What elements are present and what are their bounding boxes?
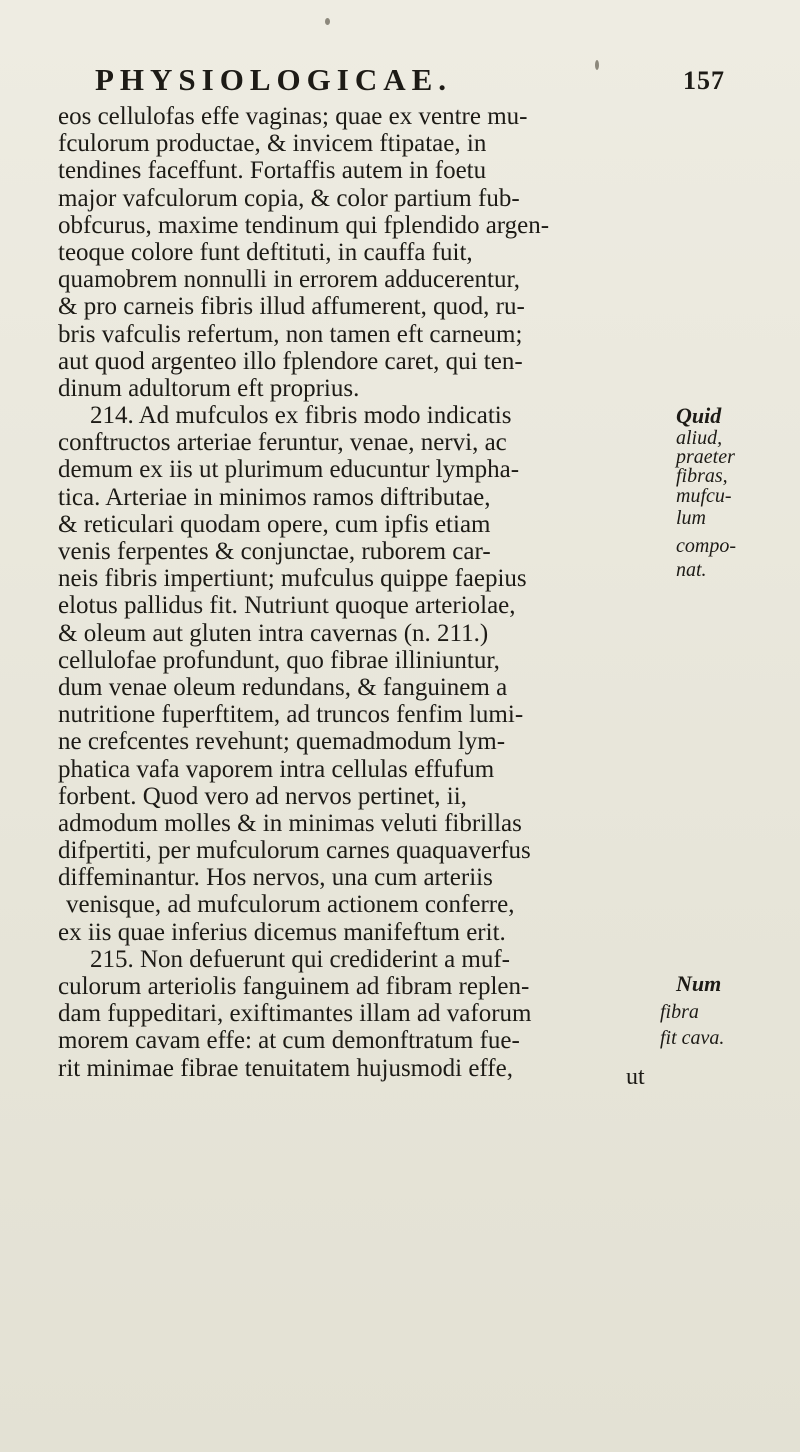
margin-note: fibras,: [676, 465, 728, 487]
page-number: 157: [683, 66, 725, 95]
text-line: [58, 837, 668, 864]
text-line-content: ne crefcentes revehunt; quemadmodum lym-: [58, 728, 506, 756]
text-line-content: & oleum aut gluten intra cavernas (n. 211.): [58, 619, 489, 647]
text-line: [58, 103, 668, 130]
running-title: PHYSIOLOGICAE.: [95, 62, 453, 97]
text-line-content: major vafculorum copia, & color partium fub-: [58, 184, 520, 212]
section-214-start: 214. Ad mufculos ex fibris modo indicatis: [90, 402, 512, 430]
text-line: [58, 701, 668, 728]
text-line: [58, 511, 668, 538]
text-line-content: bris vafculis refertum, non tamen eft carneum;: [58, 320, 523, 348]
text-line-content: elotus pallidus fit. Nutriunt quoque arteriolae,: [58, 592, 516, 620]
text-line: [58, 456, 668, 483]
section-215-start: 215. Non defuerunt qui crediderint a muf-: [90, 945, 511, 973]
margin-note: mufcu-: [676, 485, 732, 507]
text-line-content: quamobrem nonnulli in errorem adducerentur,: [58, 266, 521, 294]
text-line: [58, 565, 668, 592]
text-line-content: ex iis quae inferius dicemus manifeftum erit.: [58, 918, 506, 946]
text-line-content: venisque, ad mufculorum actionem conferre,: [66, 891, 515, 919]
text-line-content: admodum molles & in minimas veluti fibrillas: [58, 809, 522, 837]
text-line: [58, 348, 668, 375]
text-line-content: conftructos arteriae feruntur, venae, nervi, ac: [58, 429, 507, 457]
catchword: ut: [626, 1064, 645, 1090]
text-line-content: & reticulari quodam opere, cum ipfis etiam: [58, 510, 491, 538]
text-line-content: dum venae oleum redundans, & fanguinem a: [58, 673, 508, 701]
text-line: [58, 919, 668, 946]
text-line: [58, 946, 668, 973]
text-line: [58, 429, 668, 456]
text-line-content: neis fibris impertiunt; mufculus quippe faepius: [58, 565, 527, 593]
text-line-content: tica. Arteriae in minimos ramos diftributae,: [58, 483, 491, 511]
text-line: [58, 674, 668, 701]
margin-note: fit cava.: [660, 1027, 725, 1049]
text-line-content: teoque colore funt deftituti, in cauffa fuit,: [58, 238, 473, 266]
text-line-content: cellulofae profundunt, quo fibrae illiniuntur,: [58, 646, 500, 674]
text-line: [58, 321, 668, 348]
text-line-content: aut quod argenteo illo fplendore caret, qui ten-: [58, 347, 523, 375]
text-line: [58, 647, 668, 674]
text-line: [58, 1055, 668, 1082]
text-line: [58, 538, 668, 565]
margin-note: Num: [676, 971, 722, 996]
text-line-content: & pro carneis fibris illud affumerent, quod, ru-: [58, 293, 525, 321]
text-line: [58, 1027, 668, 1054]
text-line: [58, 266, 668, 293]
text-line-content: difpertiti, per mufculorum carnes quaquaverfus: [58, 837, 531, 865]
text-line: [58, 810, 668, 837]
text-line: [58, 402, 668, 429]
text-line-content: dinum adultorum eft proprius.: [58, 374, 360, 402]
text-line-content: demum ex iis ut plurimum educuntur lympha-: [58, 456, 520, 484]
text-line: [58, 157, 668, 184]
margin-note: praeter: [676, 446, 735, 468]
margin-note: nat.: [676, 559, 707, 581]
text-line-content: nutritione fuperftitem, ad truncos fenfim lumi-: [58, 701, 524, 729]
margin-note: lum: [676, 507, 706, 529]
text-line-content: morem cavam effe: at cum demonftratum fue-: [58, 1027, 520, 1055]
text-line: [58, 783, 668, 810]
ink-speck: [325, 18, 330, 25]
text-line: [58, 973, 668, 1000]
margin-note: aliud,: [676, 427, 723, 449]
margin-note: compo-: [676, 535, 736, 557]
text-line: [58, 756, 668, 783]
text-line-content: forbent. Quod vero ad nervos pertinet, ii,: [58, 782, 467, 810]
text-line: [58, 185, 668, 212]
text-line-content: obfcurus, maxime tendinum qui fplendido argen-: [58, 211, 550, 239]
text-line-content: venis ferpentes & conjunctae, ruborem car-: [58, 538, 491, 565]
text-line-content: phatica vafa vaporem intra cellulas effufum: [58, 755, 495, 783]
margin-notes: [660, 0, 796, 1452]
text-line: [58, 130, 668, 157]
margin-note: fibra: [660, 1001, 699, 1023]
text-line: [58, 239, 668, 266]
text-line-content: rit minimae fibrae tenuitatem hujusmodi effe,: [58, 1054, 513, 1082]
text-line-content: culorum arteriolis fanguinem ad fibram replen-: [58, 973, 530, 1000]
text-line: [58, 728, 668, 755]
margin-note: Quid: [676, 403, 722, 428]
text-line: [58, 375, 668, 402]
text-line: [58, 620, 668, 647]
text-line: [58, 293, 668, 320]
text-line: [58, 1000, 668, 1027]
text-line: [58, 592, 668, 619]
running-head: [95, 62, 725, 102]
text-line: [58, 484, 668, 511]
text-line-content: tendines faceffunt. Fortaffis autem in foetu: [58, 157, 487, 185]
text-line-content: fculorum productae, & invicem ftipatae, in: [58, 130, 487, 158]
text-line: [58, 891, 668, 918]
text-line-content: eos cellulofas effe vaginas; quae ex ventre mu-: [58, 103, 528, 130]
body-text: [58, 103, 668, 1082]
text-line-content: diffeminantur. Hos nervos, una cum arteriis: [58, 864, 493, 892]
text-line-content: dam fuppeditari, exiftimantes illam ad vaforum: [58, 1000, 532, 1028]
text-line: [58, 864, 668, 891]
text-line: [58, 212, 668, 239]
